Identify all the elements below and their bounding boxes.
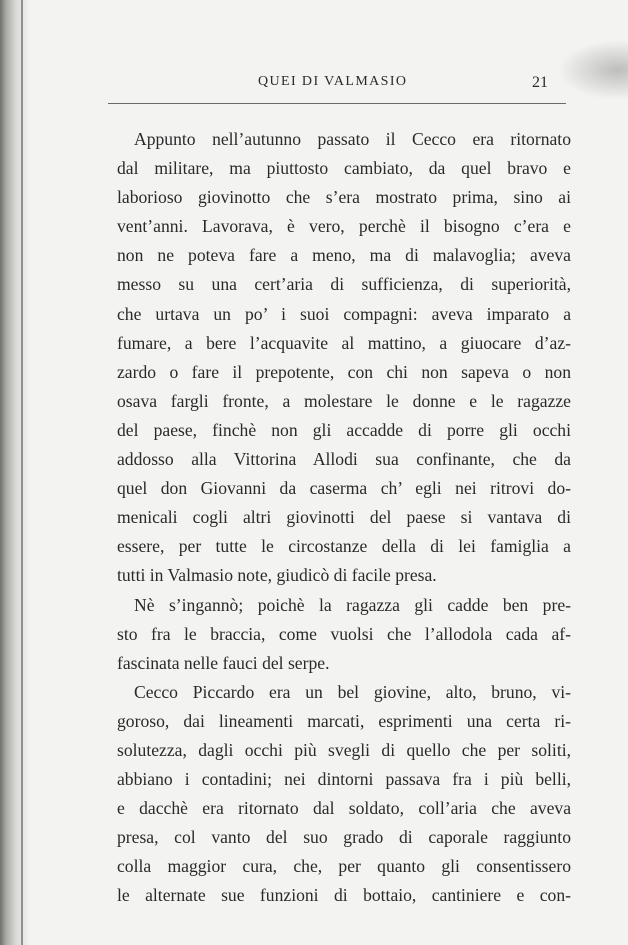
text-line: dal militare, ma piuttosto cambiato, da quel bravo e [117,158,571,179]
page-header [108,74,568,98]
text-line: e dacchè era ritornato dal soldato, coll’aria che aveva [117,798,571,819]
page-stain [558,40,628,100]
text-line: abbiano i contadini; nei dintorni passava fra i più belli, [117,769,571,790]
text-line: laborioso giovinotto che s’era mostrato prima, sino ai [117,187,571,208]
text-line: del paese, finchè non gli accadde di porre gli occhi [117,419,571,440]
page-number: 21 [532,74,548,91]
text-line: tutti in Valmasio note, giudicò di facile presa. [117,565,437,586]
text-line: addosso alla Vittorina Allodi sua confinante, che da [117,449,571,470]
text-line: presa, col vanto del suo grado di caporale raggiunto [117,827,571,848]
text-line: goroso, dai lineamenti marcati, esprimenti una certa ri- [117,710,571,731]
running-title: QUEI DI VALMASIO [258,74,408,89]
text-line: che urtava un po’ i suoi compagni: aveva imparato a [117,303,571,324]
text-line: fascinata nelle fauci del serpe. [117,652,330,673]
paragraph [117,591,571,678]
text-line: Nè s’ingannò; poichè la ragazza gli cadde ben pre- [134,594,571,615]
text-line: fumare, a bere l’acquavite al mattino, a giuocare d’az- [117,332,571,353]
text-line: menicali cogli altri giovinotti del paese si vantava di [117,507,571,528]
binding-shadow [0,0,30,945]
text-line: osava fargli fronte, a molestare le donne e le ragazze [117,390,571,411]
header-rule [108,103,566,104]
body-text [117,125,571,911]
text-line: zardo o fare il prepotente, con chi non sapeva o non [117,361,571,382]
text-line: le alternate sue funzioni di bottaio, cantiniere e con- [117,885,571,906]
text-line: solutezza, dagli occhi più svegli di quello che per soliti, [117,739,571,760]
text-line: sto fra le braccia, come vuolsi che l’allodola cada af- [117,623,571,644]
paragraph [117,678,571,911]
text-line: essere, per tutte le circostanze della di lei famiglia a [117,536,571,557]
text-line: vent’anni. Lavorava, è vero, perchè il bisogno c’era e [117,216,571,237]
paragraph [117,125,571,591]
text-line: quel don Giovanni da caserma ch’ egli nei ritrovi do- [117,478,571,499]
text-line: Appunto nell’autunno passato il Cecco era ritornato [134,129,571,149]
text-line: messo su una cert’aria di sufficienza, di superiorità, [117,274,571,295]
text-line: non ne poteva fare a meno, ma di malavoglia; aveva [117,245,571,266]
text-line: colla maggior cura, che, per quanto gli consentissero [117,856,571,877]
text-line: Cecco Piccardo era un bel giovine, alto, bruno, vi- [134,681,571,702]
binding-edge [21,0,23,945]
